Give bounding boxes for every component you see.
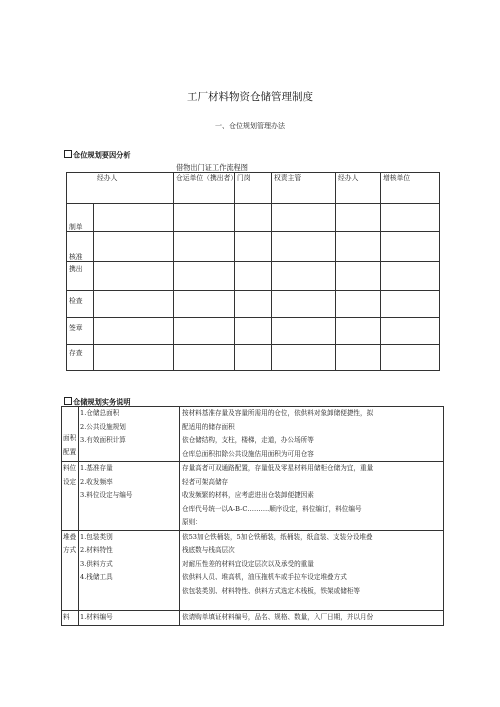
table-header-row bbox=[67, 173, 440, 204]
row-label: 料 bbox=[62, 611, 79, 626]
list-item: 4.栈储工具 bbox=[80, 573, 113, 581]
row-label: 制单 bbox=[67, 204, 94, 232]
list-item: 3.料位设定与编号 bbox=[80, 491, 133, 499]
description-cell: 依53加仑铁桶装，5加仑铁桶装，纸桶装，纸盒装、支装分设堆叠 栈底数与栈高层次 对耐压性差的材料宜设定层次以及承受的重量 依供料人员、堆高机，油压拖机车或手拉车设定堆叠方式 依包装类别、材料特性、供料方式选定木栈板，铁架或储柜等 bbox=[180, 530, 444, 611]
table-row bbox=[67, 345, 440, 371]
item-list bbox=[79, 407, 180, 462]
table-row bbox=[62, 611, 444, 626]
checkbox-square-icon bbox=[64, 150, 72, 158]
list-item: 3.有效面积计算 bbox=[80, 436, 126, 444]
table-row bbox=[67, 262, 440, 291]
header-cell: 增核单位 bbox=[381, 173, 440, 204]
header-cell: 经办人 bbox=[67, 173, 174, 204]
section-subtitle: 一、仓位规划管理办法 bbox=[215, 122, 285, 130]
row-label: 面积配置 bbox=[62, 407, 79, 462]
row-label: 携出 bbox=[67, 262, 94, 291]
section-heading-text: 仓位规划要因分析 bbox=[73, 150, 131, 160]
table-row bbox=[67, 291, 440, 318]
header-cell: 门岗 bbox=[235, 173, 272, 204]
list-item: 1.包装类别 bbox=[80, 532, 113, 541]
table-row bbox=[62, 530, 444, 611]
table-row bbox=[67, 232, 440, 262]
list-item: 2.材料特性 bbox=[80, 546, 113, 554]
list-item: 1.仓储总面积 bbox=[80, 409, 120, 417]
item-list bbox=[79, 462, 180, 531]
list-item: 2.公共设施规划 bbox=[80, 422, 126, 431]
table-row bbox=[62, 407, 444, 462]
section-heading-analysis bbox=[64, 150, 131, 161]
description-cell: 按材料基准存量及容量所需用的仓位，依供料对象卸储便捷性，拟 配适用的储存面积 依仓储结构，支柱，楼梯，走道，办公场所等 仓库总面积扣除公共设施估用面积为可用仓容 bbox=[180, 407, 444, 462]
table-row bbox=[67, 204, 440, 232]
header-cell: 经办人 bbox=[336, 173, 381, 204]
row-label: 存查 bbox=[67, 345, 94, 371]
checkbox-square-icon bbox=[64, 397, 72, 405]
list-item: 3.供料方式 bbox=[80, 559, 113, 568]
row-label: 检查 bbox=[67, 291, 94, 318]
section-heading-text: 仓储规划实务说明 bbox=[73, 397, 131, 407]
item-list bbox=[79, 611, 180, 626]
header-cell: 仓运单位（携出者） bbox=[174, 173, 235, 204]
item-list bbox=[79, 530, 180, 611]
flow-chart-caption: 借物出门证工作流程图 bbox=[176, 163, 248, 172]
table-row bbox=[62, 462, 444, 531]
description-cell: 存量高者可双通路配置，存量低及零星材料用储柜仓储为宜，重量 轻者可架高储存 收发频繁的材料，应考虑进出仓装卸便捷因素 仓库代号统一以A-B-C……….顺序设定，料位编订，料位编号 原则： bbox=[180, 462, 444, 531]
row-label: 核准 bbox=[67, 232, 94, 262]
storage-practice-table bbox=[61, 406, 444, 626]
list-item: 1.基准存量 bbox=[80, 464, 113, 472]
document-title: 工厂材料物资仓储管理制度 bbox=[187, 91, 313, 103]
flow-chart-table bbox=[66, 172, 440, 371]
row-label: 料位设定 bbox=[62, 462, 79, 531]
row-label: 堆叠方式 bbox=[62, 530, 79, 611]
list-item: 2.收发频率 bbox=[80, 477, 113, 486]
row-label: 签章 bbox=[67, 318, 94, 345]
table-row bbox=[67, 318, 440, 345]
list-item: 1.材料编号 bbox=[80, 613, 113, 621]
header-cell: 权责主管 bbox=[272, 173, 336, 204]
description-cell: 依请购单填证材料编号，品名、规格、数量，入厂日期，并以月份 bbox=[180, 611, 444, 626]
